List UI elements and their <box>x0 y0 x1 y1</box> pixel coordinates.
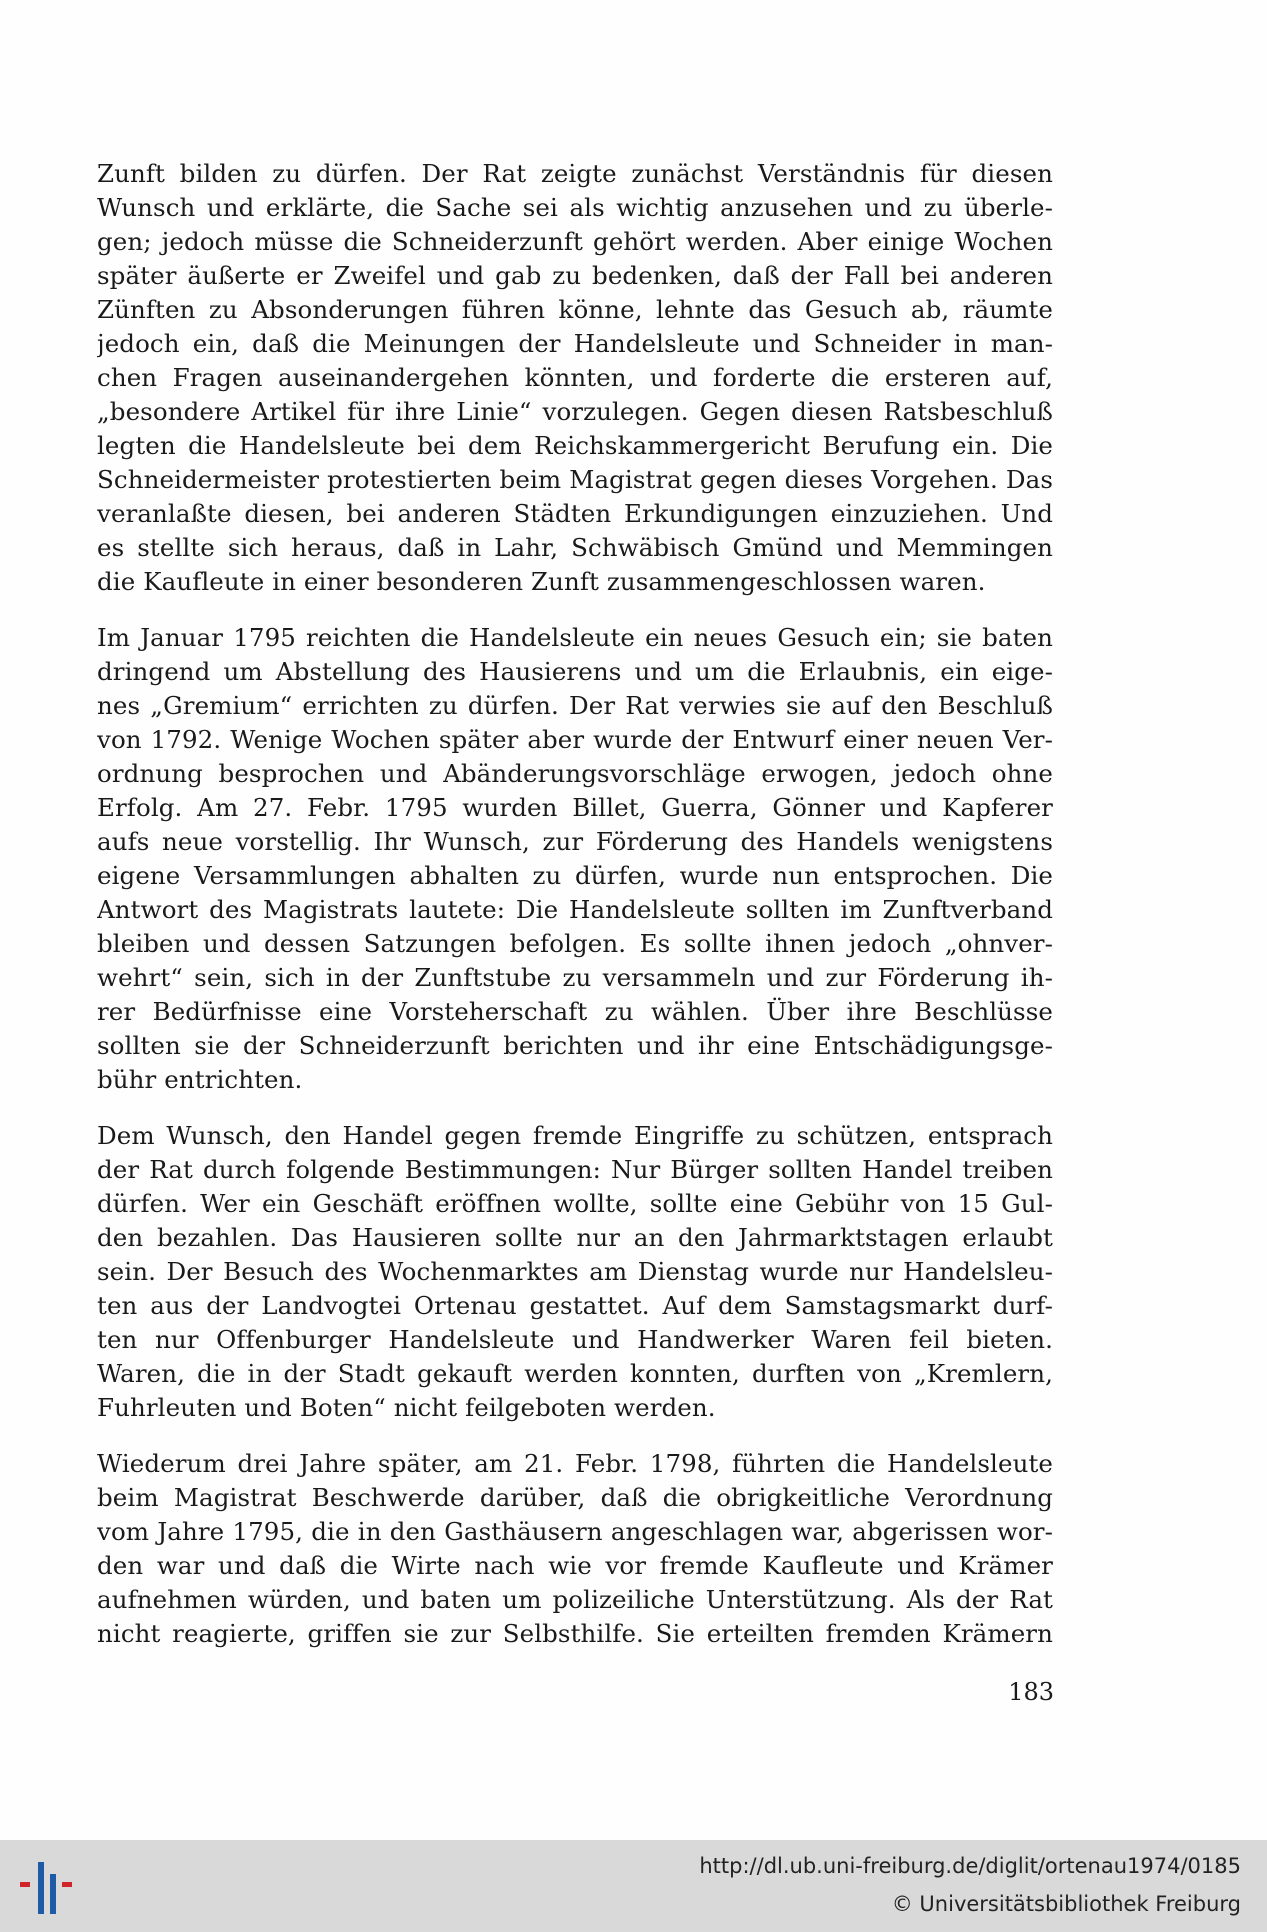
text-line: eigene Versammlungen abhalten zu dürfen, wurde nun entsprochen. Die <box>97 861 1053 890</box>
text-line: später äußerte er Zweifel und gab zu bedenken, daß der Fall bei anderen <box>97 261 1053 290</box>
logo-graphic <box>16 1852 86 1922</box>
text-line: bleiben und dessen Satzungen befolgen. Es sollte ihnen jedoch „ohnver- <box>97 929 1053 958</box>
text-line: Waren, die in der Stadt gekauft werden konnten, durften von „Kremlern, <box>97 1359 1053 1388</box>
body-text <box>97 157 1053 1673</box>
logo-bar-3 <box>50 1874 56 1914</box>
text-line: nes „Gremium“ errichten zu dürfen. Der Rat verwies sie auf den Beschluß <box>97 691 1053 720</box>
text-line: beim Magistrat Beschwerde darüber, daß die obrigkeitliche Verordnung <box>97 1483 1053 1512</box>
logo-bar-4 <box>62 1882 72 1887</box>
text-line: sollten sie der Schneiderzunft berichten und ihr eine Entschädigungsge- <box>97 1031 1053 1060</box>
text-line: Wunsch und erklärte, die Sache sei als wichtig anzusehen und zu überle- <box>97 193 1053 222</box>
text-line: Schneidermeister protestierten beim Magistrat gegen dieses Vorgehen. Das <box>97 465 1053 494</box>
text-line: Zünften zu Absonderungen führen könne, lehnte das Gesuch ab, räumte <box>97 295 1053 324</box>
page-number: 183 <box>1008 1678 1054 1706</box>
text-line: „besondere Artikel für ihre Linie“ vorzulegen. Gegen diesen Ratsbeschluß <box>97 397 1053 426</box>
footer-bar <box>0 1840 1267 1932</box>
text-line: die Kaufleute in einer besonderen Zunft zusammengeschlossen waren. <box>97 567 986 596</box>
copyright-text: © Universitätsbibliothek Freiburg <box>891 1892 1241 1916</box>
text-line: nicht reagierte, griffen sie zur Selbsthilfe. Sie erteilten fremden Krämern <box>97 1619 1053 1648</box>
text-line: Im Januar 1795 reichten die Handelsleute ein neues Gesuch ein; sie baten <box>97 623 1053 652</box>
text-line: ten aus der Landvogtei Ortenau gestattet. Auf dem Samstagsmarkt durf- <box>97 1291 1053 1320</box>
paragraph <box>97 1119 1053 1425</box>
text-line: sein. Der Besuch des Wochenmarktes am Dienstag wurde nur Handelsleu- <box>97 1257 1053 1286</box>
text-line: Wiederum drei Jahre später, am 21. Febr. 1798, führten die Handelsleute <box>97 1449 1053 1478</box>
text-line: der Rat durch folgende Bestimmungen: Nur Bürger sollten Handel treiben <box>97 1155 1053 1184</box>
text-line: Dem Wunsch, den Handel gegen fremde Eingriffe zu schützen, entsprach <box>97 1121 1053 1150</box>
paragraph <box>97 1447 1053 1651</box>
permalink-link[interactable]: http://dl.ub.uni-freiburg.de/diglit/ortenau1974/0185 <box>699 1854 1241 1878</box>
text-line: von 1792. Wenige Wochen später aber wurde der Entwurf einer neuen Ver- <box>97 725 1053 754</box>
text-line: legten die Handelsleute bei dem Reichskammergericht Berufung ein. Die <box>97 431 1053 460</box>
text-line: aufnehmen würden, und baten um polizeiliche Unterstützung. Als der Rat <box>97 1585 1053 1614</box>
ub-freiburg-logo-icon[interactable] <box>16 1852 86 1922</box>
text-line: chen Fragen auseinandergehen könnten, und forderte die ersteren auf, <box>97 363 1053 392</box>
text-line: ordnung besprochen und Abänderungsvorschläge erwogen, jedoch ohne <box>97 759 1053 788</box>
text-line: Zunft bilden zu dürfen. Der Rat zeigte zunächst Verständnis für diesen <box>97 159 1053 188</box>
text-line: aufs neue vorstellig. Ihr Wunsch, zur Förderung des Handels wenigstens <box>97 827 1053 856</box>
text-line: dringend um Abstellung des Hausierens und um die Erlaubnis, ein eige- <box>97 657 1053 686</box>
paragraph <box>97 157 1053 599</box>
text-line: veranlaßte diesen, bei anderen Städten Erkundigungen einzuziehen. Und <box>97 499 1053 528</box>
text-line: ten nur Offenburger Handelsleute und Handwerker Waren feil bieten. <box>97 1325 1053 1354</box>
logo-bar-1 <box>20 1882 30 1887</box>
text-line: Fuhrleuten und Boten“ nicht feilgeboten werden. <box>97 1393 716 1422</box>
text-line: vom Jahre 1795, die in den Gasthäusern angeschlagen war, abgerissen wor- <box>97 1517 1053 1546</box>
text-line: Erfolg. Am 27. Febr. 1795 wurden Billet, Guerra, Gönner und Kapferer <box>97 793 1053 822</box>
text-line: bühr entrichten. <box>97 1065 303 1094</box>
text-line: es stellte sich heraus, daß in Lahr, Schwäbisch Gmünd und Memmingen <box>97 533 1053 562</box>
text-line: Antwort des Magistrats lautete: Die Handelsleute sollten im Zunftverband <box>97 895 1053 924</box>
text-line: den war und daß die Wirte nach wie vor fremde Kaufleute und Krämer <box>97 1551 1053 1580</box>
text-line: wehrt“ sein, sich in der Zunftstube zu versammeln und zur Förderung ih- <box>97 963 1053 992</box>
paragraph <box>97 621 1053 1097</box>
logo-bar-2 <box>38 1862 44 1914</box>
text-line: rer Bedürfnisse eine Vorsteherschaft zu wählen. Über ihre Beschlüsse <box>97 997 1053 1026</box>
text-line: dürfen. Wer ein Geschäft eröffnen wollte, sollte eine Gebühr von 15 Gul- <box>97 1189 1053 1218</box>
text-line: jedoch ein, daß die Meinungen der Handelsleute und Schneider in man- <box>97 329 1053 358</box>
text-line: den bezahlen. Das Hausieren sollte nur an den Jahrmarktstagen erlaubt <box>97 1223 1053 1252</box>
text-line: gen; jedoch müsse die Schneiderzunft gehört werden. Aber einige Wochen <box>97 227 1053 256</box>
